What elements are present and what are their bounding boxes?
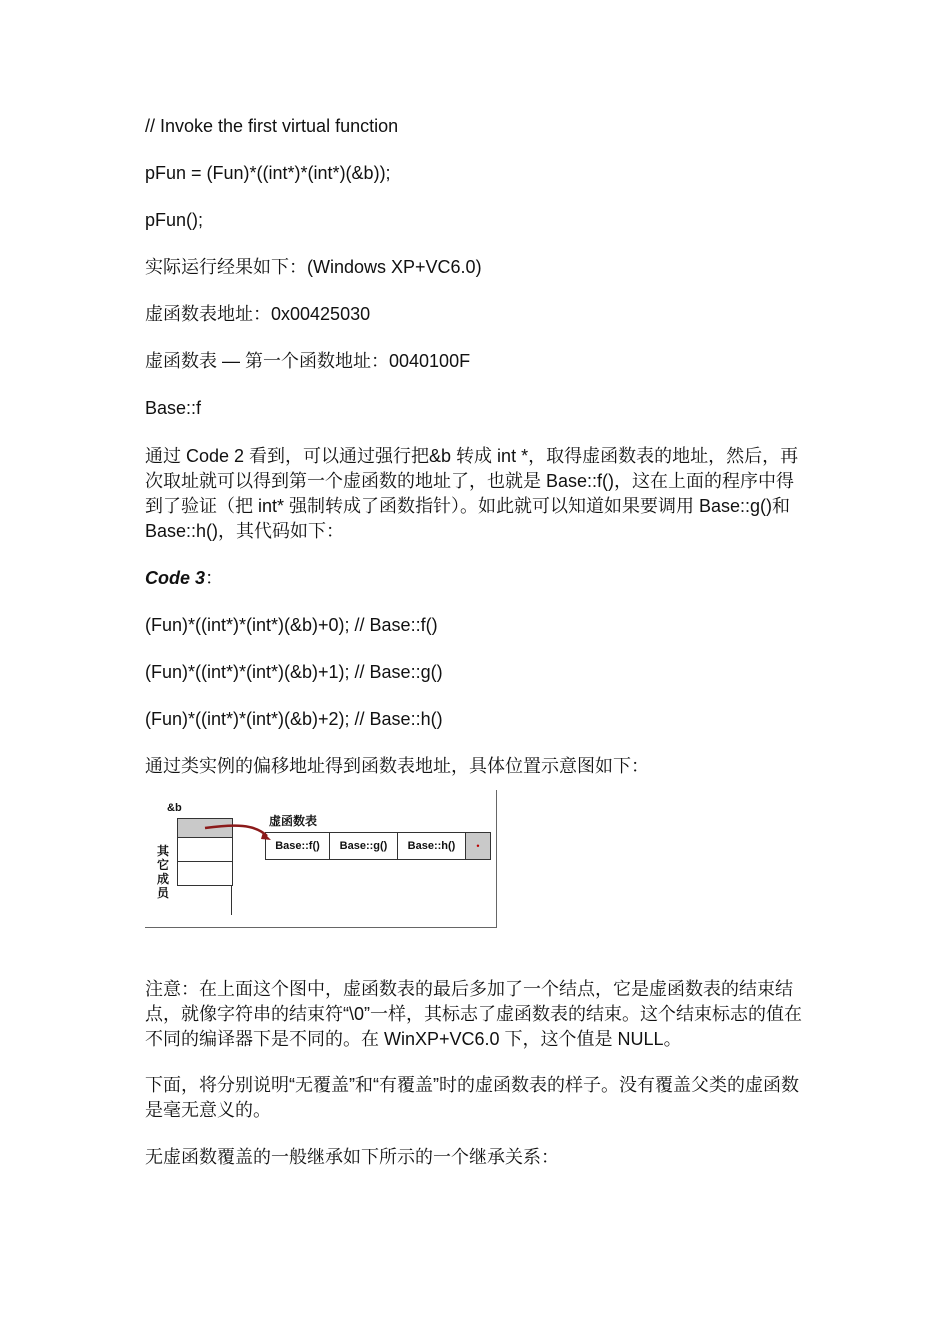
code-line-g: (Fun)*((int*)*(int*)(&b)+1); // Base::g() xyxy=(145,662,443,682)
code-line-pfun-assign: pFun = (Fun)*((int*)*(int*)(&b)); xyxy=(145,163,391,183)
vtable-entry-h: Base::h() xyxy=(398,833,466,859)
other-members-label: 其它成员 xyxy=(156,844,169,900)
code-line-h: (Fun)*((int*)*(int*)(&b)+2); // Base::h() xyxy=(145,709,443,729)
vtable-entry-f: Base::f() xyxy=(266,833,330,859)
explanation-paragraph: 通过 Code 2 看到，可以通过强行把&b 转成 int *，取得虚函数表的地址，然后，再次取址就可以得到第一个虚函数的地址了，也就是 Base::f()，这在上面的程序中得到了验证（把 int* 强制转成了函数指针）。如此就可以知道如果要调用 Base::g()和 Base::h()，其代码如下： xyxy=(145,446,799,541)
vtable-label: 虚函数表 xyxy=(269,814,318,828)
code3-heading xyxy=(145,566,810,591)
code-line-f: (Fun)*((int*)*(int*)(&b)+0); // Base::f() xyxy=(145,615,438,635)
vtable-address-line: 虚函数表地址：0x00425030 xyxy=(145,304,371,324)
code-line-pfun-call: pFun(); xyxy=(145,210,204,230)
diagram-intro: 通过类实例的偏移地址得到函数表地址，具体位置示意图如下： xyxy=(145,756,649,776)
code3-label: Code 3 xyxy=(145,568,206,588)
vtable-diagram xyxy=(145,790,497,928)
result-intro: 实际运行经果如下：(Windows XP+VC6.0) xyxy=(145,257,482,277)
output-base-f: Base::f xyxy=(145,398,202,418)
vptr-arrow xyxy=(145,790,497,928)
vtable-entry-g: Base::g() xyxy=(330,833,398,859)
inheritance-intro: 无虚函数覆盖的一般继承如下所示的一个继承关系： xyxy=(145,1147,559,1167)
note-paragraph: 注意：在上面这个图中，虚函数表的最后多加了一个结点，它是虚函数表的结束结点，就像字符串的结束符“\0”一样，其标志了虚函数表的结束。这个结束标志的值在不同的编译器下是不同的。在 WinXP+VC6.0 下，这个值是 NULL。 xyxy=(145,979,802,1049)
code3-colon: ： xyxy=(205,568,224,588)
overview-paragraph: 下面，将分别说明“无覆盖”和“有覆盖”时的虚函数表的样子。没有覆盖父类的虚函数是毫无意义的。 xyxy=(145,1075,799,1120)
vtable-end-marker: • xyxy=(466,833,490,859)
instance-label: &b xyxy=(167,802,182,814)
first-function-address-line: 虚函数表 — 第一个函数地址：0040100F xyxy=(145,351,471,371)
code-comment-line: // Invoke the first virtual function xyxy=(145,116,399,136)
